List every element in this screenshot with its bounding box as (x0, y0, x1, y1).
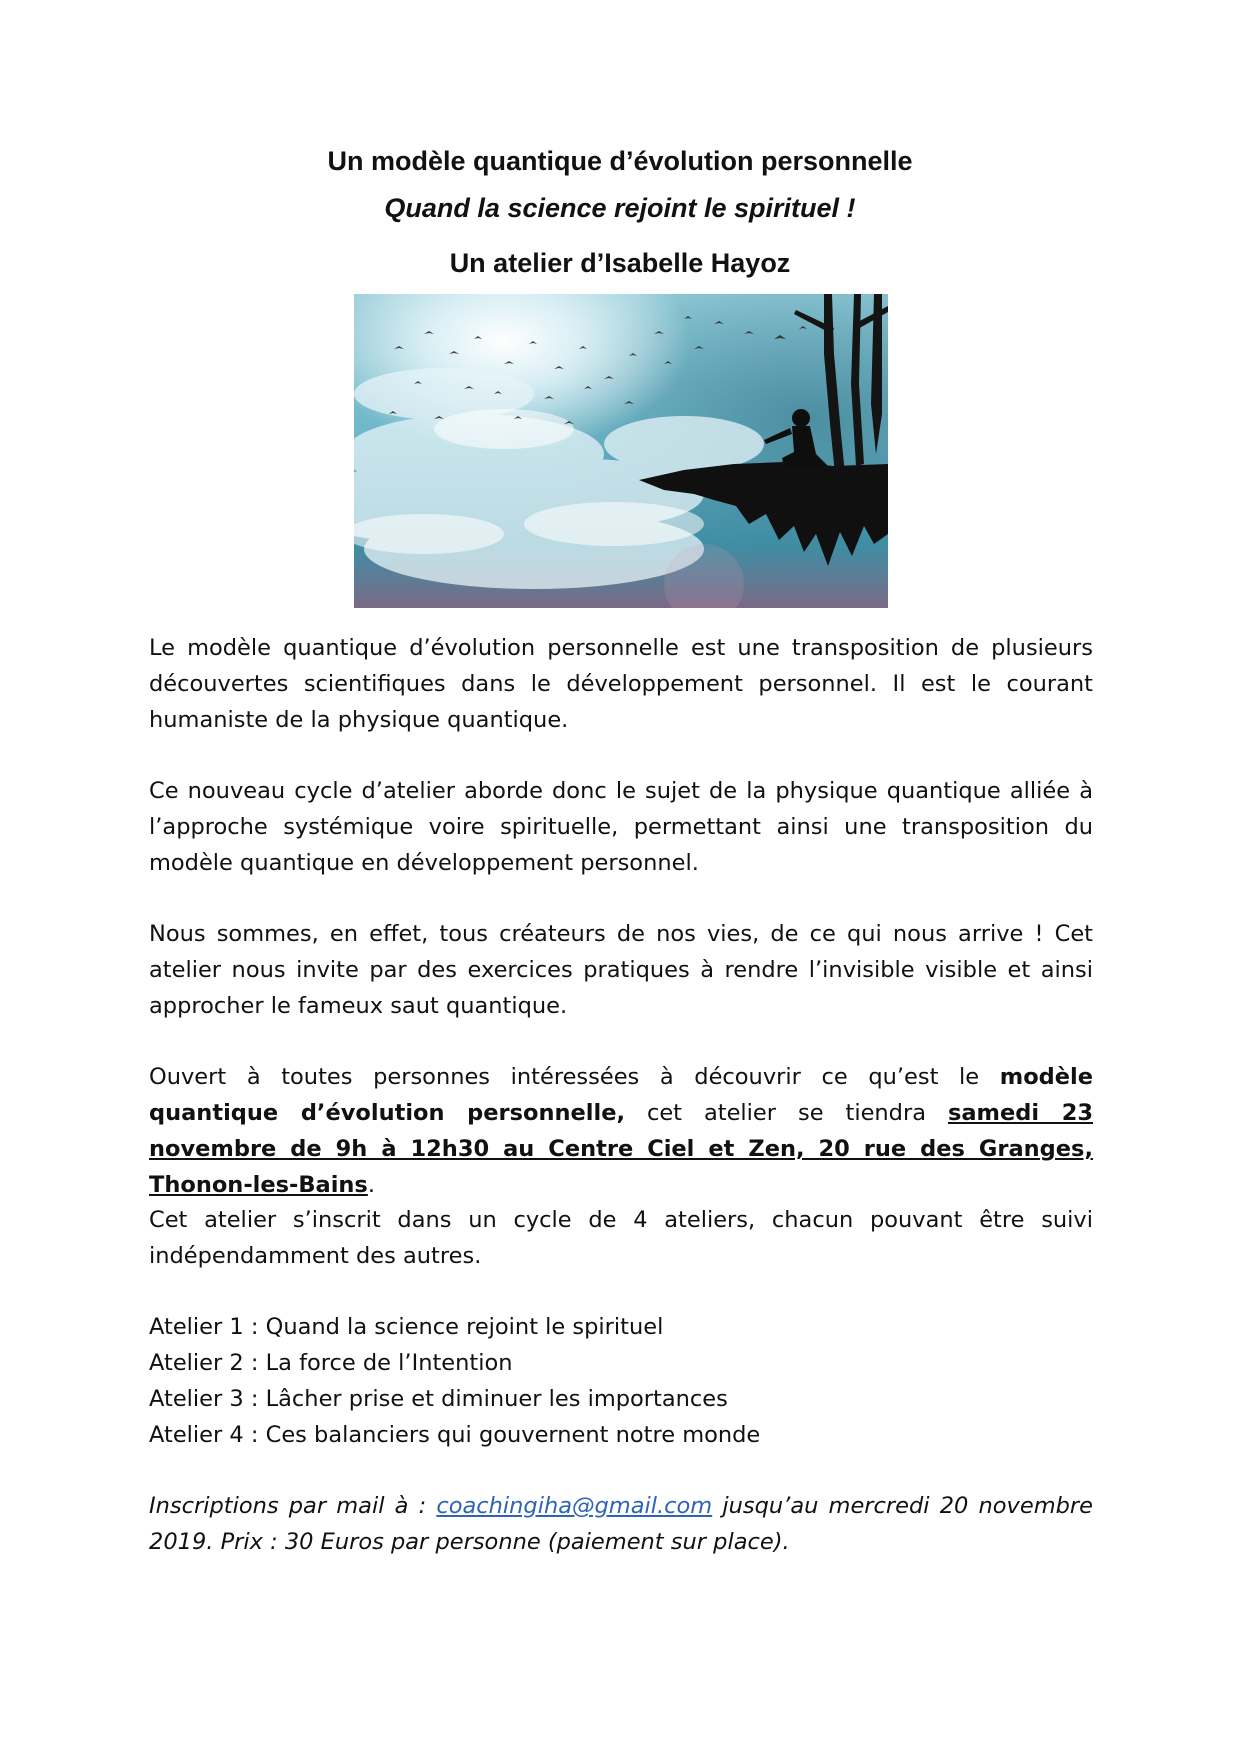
inscriptions-lead: Inscriptions par mail à : (149, 1493, 437, 1519)
paragraph-createurs: Nous sommes, en effet, tous créateurs de nos vies, de ce qui nous arrive ! Cet atelier nous invite par des exercices pratiques à rendre l’invisible visible et ainsi approcher le fameux saut quantique. (149, 921, 1093, 1019)
paragraph-intro: Le modèle quantique d’évolution personnelle est une transposition de plusieurs découvertes scientifiques dans le développement personnel. Il est le courant humaniste de la physique quantique. (149, 635, 1093, 733)
event-intro-text: Ouvert à toutes personnes intéressées à découvrir ce qu’est le (149, 1064, 1000, 1090)
event-mid-text: cet atelier se tiendra (625, 1100, 948, 1126)
list-item-atelier-4: Atelier 4 : Ces balanciers qui gouvernent notre monde (149, 1422, 761, 1448)
hero-illustration (354, 294, 888, 608)
event-end-text: . (367, 1172, 375, 1198)
list-item-atelier-3: Atelier 3 : Lâcher prise et diminuer les importances (149, 1386, 728, 1412)
paragraph-event-details (149, 1059, 1093, 1203)
paragraph-cycle: Ce nouveau cycle d’atelier aborde donc le sujet de la physique quantique alliée à l’approche systémique voire spirituelle, permettant ainsi une transposition du modèle quantique en développement personnel. (149, 778, 1093, 876)
list-item-atelier-2: Atelier 2 : La force de l’Intention (149, 1350, 513, 1376)
event-date-location: samedi 23 novembre de 9h à 12h30 au Centre Ciel et Zen, 20 rue des Granges, Thonon-les-Bains (149, 1100, 1094, 1198)
inscriptions-tail: jusqu’au mercredi 20 novembre 2019. Prix : 30 Euros par personne (paiement sur place). (149, 1493, 1093, 1555)
sky-silhouette-image (354, 294, 888, 608)
page-title: Un modèle quantique d’évolution personnelle (327, 146, 913, 176)
page-subtitle: Quand la science rejoint le spirituel ! (384, 193, 856, 223)
paragraph-cycle-info: Cet atelier s’inscrit dans un cycle de 4 ateliers, chacun pouvant être suivi indépendamment des autres. (149, 1207, 1093, 1269)
atelier-list (149, 1309, 1093, 1453)
paragraph-inscriptions (149, 1488, 1093, 1560)
list-item-atelier-1: Atelier 1 : Quand la science rejoint le spirituel (149, 1314, 664, 1340)
page-byline: Un atelier d’Isabelle Hayoz (449, 248, 791, 278)
email-link[interactable]: coachingiha@gmail.com (436, 1493, 713, 1519)
event-model-name: modèle quantique d’évolution personnelle, (149, 1064, 1093, 1126)
